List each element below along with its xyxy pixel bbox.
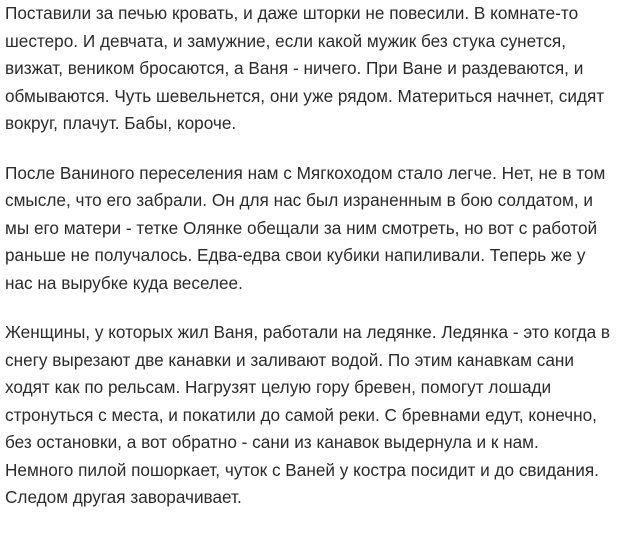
text-line: Немного пилой пошоркает, чуток с Ваней у костра посидит и до свидания. — [5, 459, 599, 480]
text-line: снегу вырезают две канавки и заливают водой. По этим канавкам сани — [5, 349, 574, 370]
text-line: Следом другая заворачивает. — [5, 487, 242, 507]
text-line: визжат, веником бросаются, а Ваня - ничего. При Ване и раздеваются, и — [5, 58, 584, 78]
text-line: Поставили за печью кровать, и даже шторки не повесили. В комнате-то — [5, 3, 579, 23]
text-line: смысле, что его забрали. Он для нас был израненным в бою солдатом, и — [5, 190, 593, 210]
text-line: Женщины, у которых жил Ваня, работали на ледянке. Ледянка - это когда в — [5, 322, 611, 342]
text-line: обмываются. Чуть шевельнется, они уже рядом. Материться начнет, сидят — [5, 85, 605, 106]
article-text — [5, 0, 623, 534]
paragraph-3 — [5, 319, 623, 512]
paragraph-1 — [5, 0, 623, 138]
text-line: раньше не получалось. Едва-едва свои кубики напиливали. Теперь же у — [5, 245, 586, 265]
text-line: шестеро. И девчата, и замужние, если какой мужик без стука сунется, — [5, 30, 567, 51]
text-line: без остановки, а вот обратно - сани из канавок выдернула и к нам. — [5, 432, 539, 452]
text-line: После Ваниного переселения нам с Мягкоходом стало легче. Нет, не в том — [5, 162, 606, 183]
text-line: стронуться с места, и покатили до самой реки. С бревнами едут, конечно, — [5, 404, 597, 425]
text-line: вокруг, плачут. Бабы, короче. — [5, 113, 237, 133]
text-line: ходят как по рельсам. Нагрузят целую гору бревен, помогут лошади — [5, 377, 552, 397]
text-line: нас на вырубке куда веселее. — [5, 272, 243, 293]
text-line: мы его матери - тетке Олянке обещали за ним смотреть, но вот с работой — [5, 217, 598, 238]
paragraph-2 — [5, 160, 623, 298]
